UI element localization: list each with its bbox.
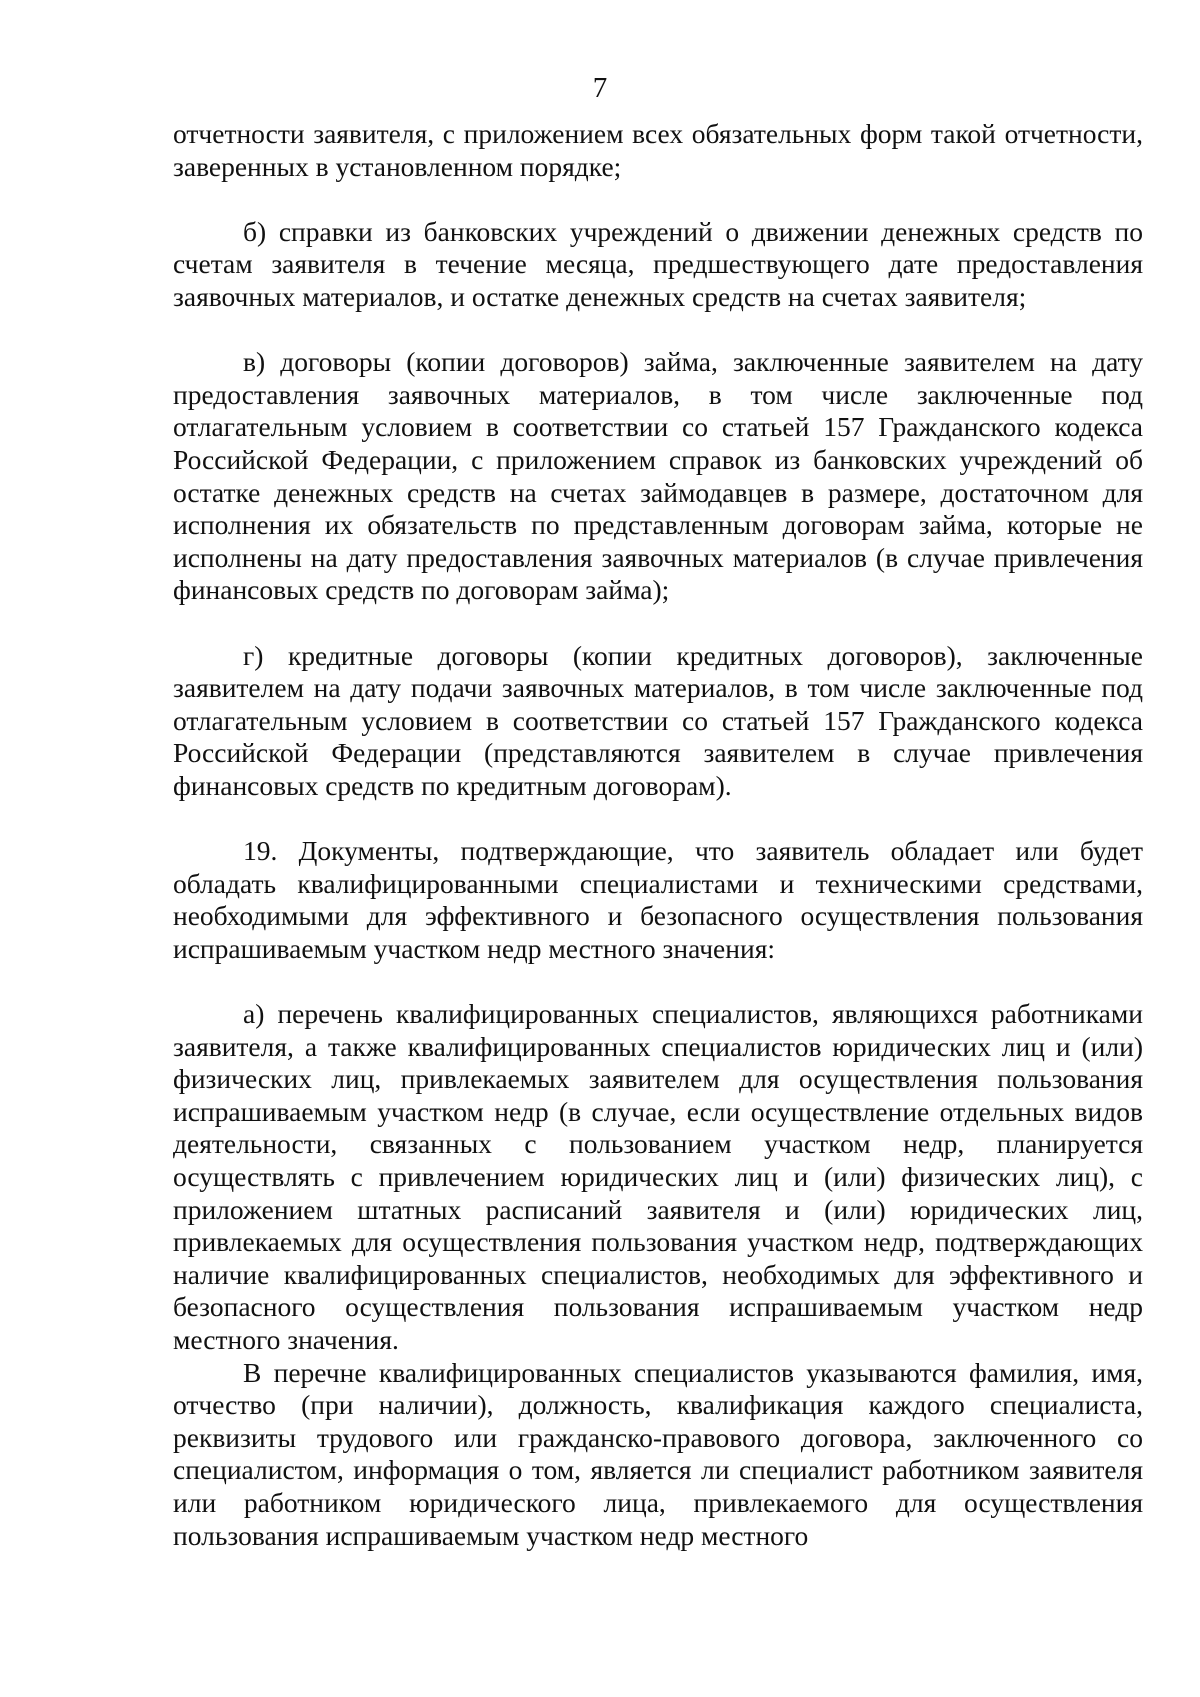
paragraph-continuation: отчетности заявителя, с приложением всех обязательных форм такой отчетности, заверенных в установленном порядке; (173, 118, 1143, 182)
paragraph-gap (173, 314, 1143, 347)
paragraph-specialists-list: В перечне квалифицированных специалистов указываются фамилия, имя, отчество (при наличии), должность, квалификация каждого специалиста, реквизиты трудового или гражданско-правового договора, заключенного со специалистом, информация о том, является ли специалист работником заявителя или работником юридического лица, привлекаемого для осуществления пользования испрашиваемым участком недр местного (173, 1356, 1143, 1551)
paragraph-gap (173, 183, 1143, 216)
paragraph-gap (173, 802, 1143, 835)
paragraph-clause-19: 19. Документы, подтверждающие, что заявитель обладает или будет обладать квалифицированными специалистами и техническими средствами, необходимыми для эффективного и безопасного осуществления пользования испрашиваемым участком недр местного значения: (173, 835, 1143, 964)
paragraph-item-g: г) кредитные договоры (копии кредитных договоров), заключенные заявителем на дату подачи заявочных материалов, в том числе заключенные под отлагательным условием в соответствии со статьей 157 Гражданского кодекса Российской Федерации (представляются заявителем в случае привлечения финансовых средств по кредитным договорам). (173, 639, 1143, 801)
paragraph-item-v: в) договоры (копии договоров) займа, заключенные заявителем на дату предоставления заявочных материалов, в том числе заключенные под отлагательным условием в соответствии со статьей 157 Гражданского кодекса Российской Федерации, с приложением справок из банковских учреждений об остатке денежных средств на счетах займодавцев в размере, достаточном для исполнения их обязательств по представленным договорам займа, которые не исполнены на дату предоставления заявочных материалов (в случае привлечения финансовых средств по договорам займа); (173, 346, 1143, 606)
paragraph-item-b: б) справки из банковских учреждений о движении денежных средств по счетам заявителя в течение месяца, предшествующего дате предоставления заявочных материалов, и остатке денежных средств на счетах заявителя; (173, 215, 1143, 312)
document-body (173, 118, 1143, 1552)
page-number: 7 (592, 72, 608, 104)
paragraph-gap (173, 607, 1143, 640)
paragraph-item-a: а) перечень квалифицированных специалистов, являющихся работниками заявителя, а также квалифицированных специалистов юридических лиц и (или) физических лиц, привлекаемых заявителем для осуществления пользования испрашиваемым участком недр (в случае, если осуществление отдельных видов деятельности, связанных с пользованием участком недр, планируется осуществлять с привлечением юридических лиц и (или) физических лиц), с приложением штатных расписаний заявителя и (или) юридических лиц, привлекаемых для осуществления пользования участком недр, подтверждающих наличие квалифицированных специалистов, необходимых для эффективного и безопасного осуществления пользования испрашиваемым участком недр местного значения. (173, 998, 1143, 1355)
paragraph-gap (173, 965, 1143, 998)
